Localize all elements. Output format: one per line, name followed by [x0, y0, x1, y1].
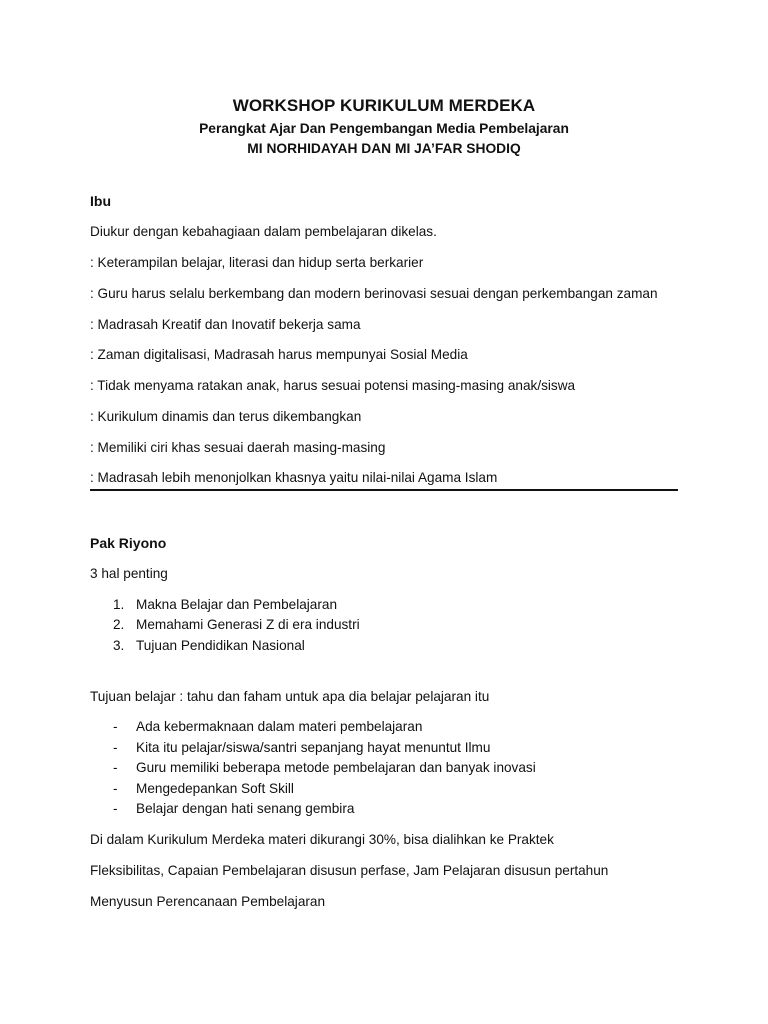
bullet-dash: - — [113, 719, 118, 734]
section-intro: 3 hal penting — [90, 566, 168, 581]
section-line: : Zaman digitalisasi, Madrasah harus mempunyai Sosial Media — [90, 347, 468, 362]
bullet-dash: - — [113, 740, 118, 755]
horizontal-divider — [90, 489, 678, 491]
list-item-text: Belajar dengan hati senang gembira — [136, 801, 355, 816]
section-line: : Kurikulum dinamis dan terus dikembangkan — [90, 409, 362, 424]
document-subtitle-schools: MI NORHIDAYAH DAN MI JA’FAR SHODIQ — [247, 141, 521, 156]
document-subtitle: Perangkat Ajar Dan Pengembangan Media Pembelajaran — [199, 121, 569, 136]
section-line: : Keterampilan belajar, literasi dan hidup serta berkarier — [90, 255, 424, 270]
section-line: : Guru harus selalu berkembang dan modern berinovasi sesuai dengan perkembangan zaman — [90, 286, 658, 301]
list-item-text: Makna Belajar dan Pembelajaran — [136, 597, 338, 612]
list-number: 3. — [113, 638, 125, 653]
bullet-dash: - — [113, 781, 118, 796]
list-item-text: Tujuan Pendidikan Nasional — [136, 638, 305, 653]
bullet-dash: - — [113, 760, 118, 775]
closing-line: Menyusun Perencanaan Pembelajaran — [90, 894, 326, 909]
list-item-text: Memahami Generasi Z di era industri — [136, 617, 360, 632]
section-line: Diukur dengan kebahagiaan dalam pembelajaran dikelas. — [90, 224, 437, 239]
list-item-text: Ada kebermaknaan dalam materi pembelajaran — [136, 719, 423, 734]
section-line: : Memiliki ciri khas sesuai daerah masing-masing — [90, 440, 386, 455]
section-line: : Madrasah lebih menonjolkan khasnya yaitu nilai-nilai Agama Islam — [90, 470, 498, 485]
section-heading-pak-riyono: Pak Riyono — [90, 535, 167, 551]
section-line: : Tidak menyama ratakan anak, harus sesuai potensi masing-masing anak/siswa — [90, 378, 576, 393]
goal-line: Tujuan belajar : tahu dan faham untuk apa dia belajar pelajaran itu — [90, 689, 490, 704]
list-item-text: Mengedepankan Soft Skill — [136, 781, 294, 796]
bullet-dash: - — [113, 801, 118, 816]
document-title: WORKSHOP KURIKULUM MERDEKA — [232, 96, 536, 115]
list-number: 1. — [113, 597, 125, 612]
closing-line: Fleksibilitas, Capaian Pembelajaran disusun perfase, Jam Pelajaran disusun pertahun — [90, 863, 609, 878]
closing-line: Di dalam Kurikulum Merdeka materi dikurangi 30%, bisa dialihkan ke Praktek — [90, 832, 554, 847]
section-line: : Madrasah Kreatif dan Inovatif bekerja sama — [90, 317, 361, 332]
list-number: 2. — [113, 617, 125, 632]
list-item-text: Guru memiliki beberapa metode pembelajaran dan banyak inovasi — [136, 760, 536, 775]
section-heading-ibu: Ibu — [90, 193, 111, 209]
list-item-text: Kita itu pelajar/siswa/santri sepanjang hayat menuntut Ilmu — [136, 740, 491, 755]
